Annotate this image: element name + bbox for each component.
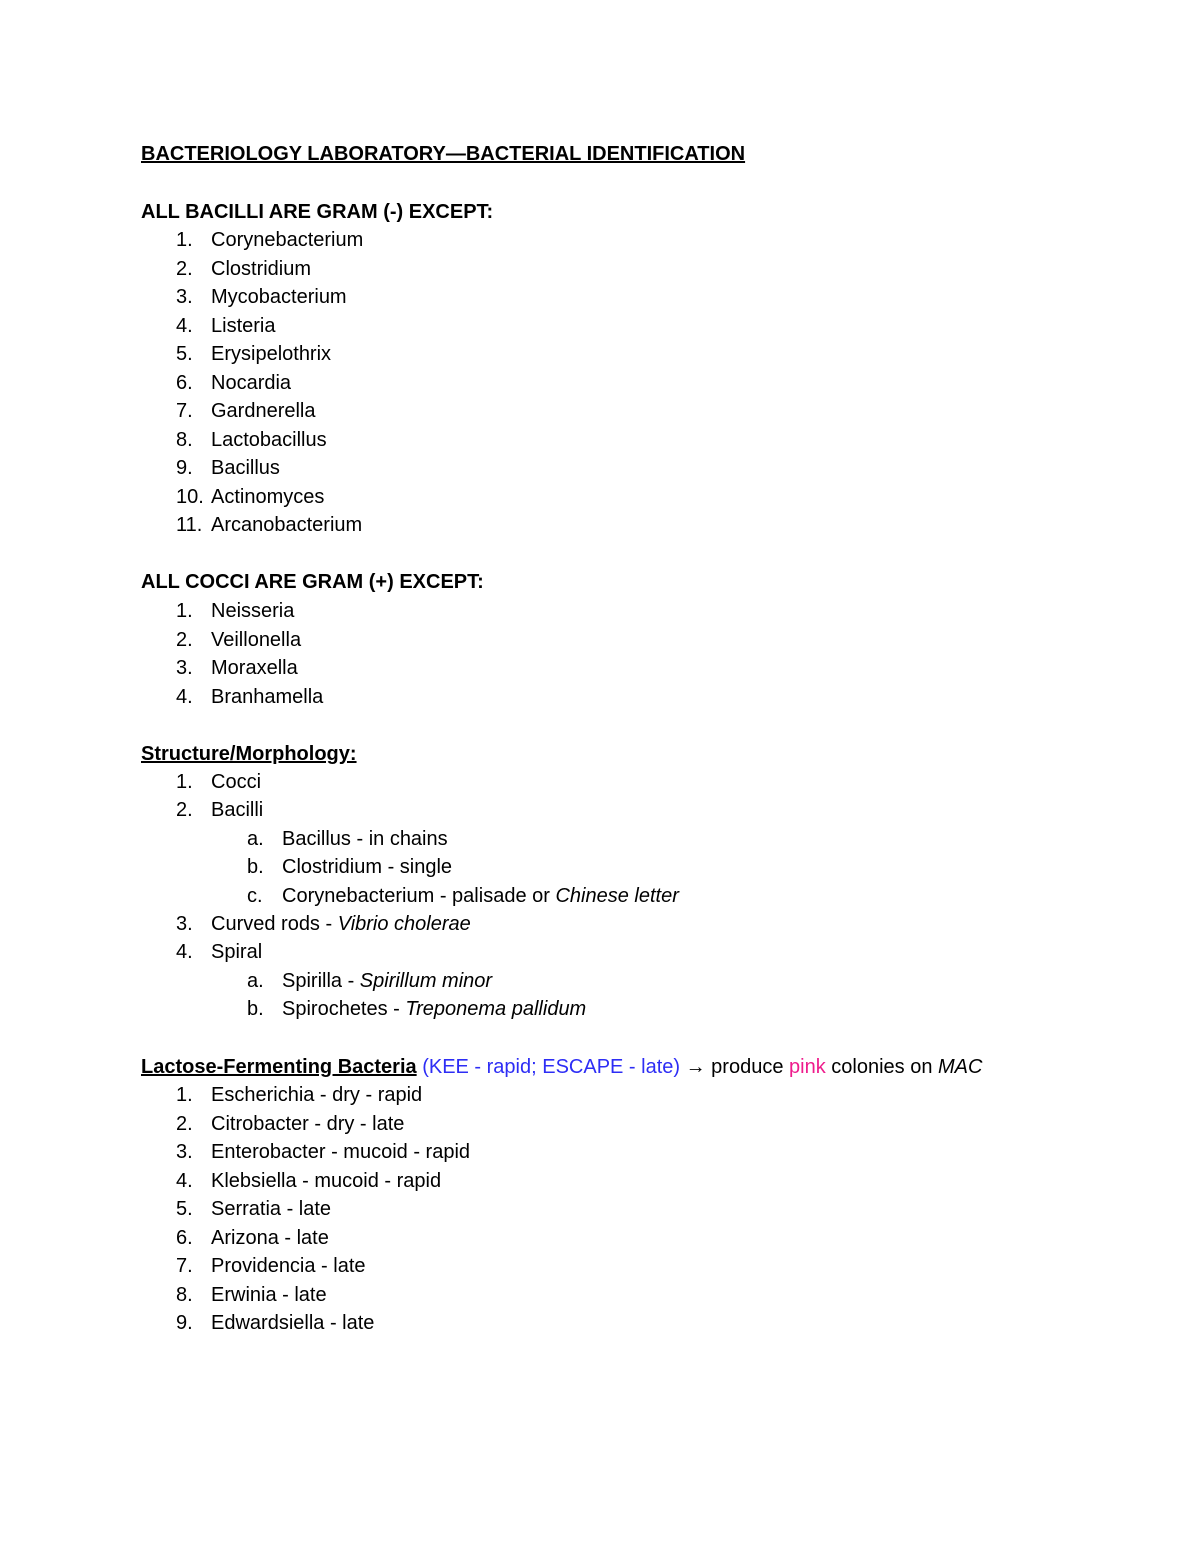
lactose-mnemonic: (KEE - rapid; ESCAPE - late): [416, 1056, 681, 1078]
list-item: 3. Moraxella: [176, 657, 298, 679]
list-item: 3. Curved rods - Vibrio cholerae: [176, 913, 471, 935]
list-item: 2. Citrobacter - dry - late: [176, 1112, 405, 1135]
list-item: 11. Arcanobacterium: [176, 514, 363, 536]
list-item: 4. Klebsiella - mucoid - rapid: [176, 1169, 442, 1192]
list-item: 3. Mycobacterium: [176, 286, 347, 308]
list-subitem: a. Bacillus - in chains: [247, 828, 448, 850]
list-item: 2. Veillonella: [176, 628, 302, 651]
list-item: 4. Listeria: [176, 314, 276, 337]
list-item: 5. Serratia - late: [176, 1198, 332, 1220]
list-item: 7. Gardnerella: [176, 400, 316, 422]
list-item: 9. Bacillus: [176, 457, 280, 479]
list-item: 6. Nocardia: [176, 371, 292, 394]
list-subitem: b. Clostridium - single: [247, 856, 453, 878]
bacilli-heading: ALL BACILLI ARE GRAM (-) EXCEPT:: [141, 201, 494, 223]
list-item: 5. Erysipelothrix: [176, 343, 332, 365]
list-item: 1. Escherichia - dry - rapid: [176, 1084, 423, 1106]
lactose-heading: Lactose-Fermenting Bacteria: [141, 1056, 417, 1078]
list-item: 1. Cocci: [176, 771, 262, 793]
list-item: 3. Enterobacter - mucoid - rapid: [176, 1141, 471, 1163]
list-subitem: b. Spirochetes - Treponema pallidum: [247, 998, 587, 1020]
list-subitem: a. Spirilla - Spirillum minor: [247, 970, 493, 992]
list-subitem: c. Corynebacterium - palisade or Chinese letter: [247, 885, 679, 907]
mac-label: MAC: [938, 1056, 983, 1078]
list-item: 4. Spiral: [176, 941, 263, 963]
list-item: 6. Arizona - late: [176, 1226, 329, 1249]
list-item: 1. Neisseria: [176, 600, 295, 622]
document-title: BACTERIOLOGY LABORATORY—BACTERIAL IDENTIFICATION: [141, 143, 746, 165]
lactose-arrow-text: → produce: [680, 1056, 790, 1078]
list-item: 2. Bacilli: [176, 799, 264, 821]
list-item: 9. Edwardsiella - late: [176, 1312, 375, 1334]
list-item: 1. Corynebacterium: [176, 229, 364, 251]
list-item: 2. Clostridium: [176, 257, 312, 280]
pink-word: pink: [789, 1056, 826, 1078]
list-item: 7. Providencia - late: [176, 1255, 366, 1277]
lactose-heading-line: [141, 1053, 982, 1081]
cocci-heading: ALL COCCI ARE GRAM (+) EXCEPT:: [141, 571, 484, 593]
lactose-after-pink: colonies on: [825, 1056, 939, 1078]
list-item: 4. Branhamella: [176, 685, 324, 708]
list-item: 8. Lactobacillus: [176, 428, 327, 451]
list-item: 8. Erwinia - late: [176, 1283, 327, 1306]
list-item: 10. Actinomyces: [176, 485, 325, 508]
morphology-heading: Structure/Morphology:: [141, 743, 357, 765]
